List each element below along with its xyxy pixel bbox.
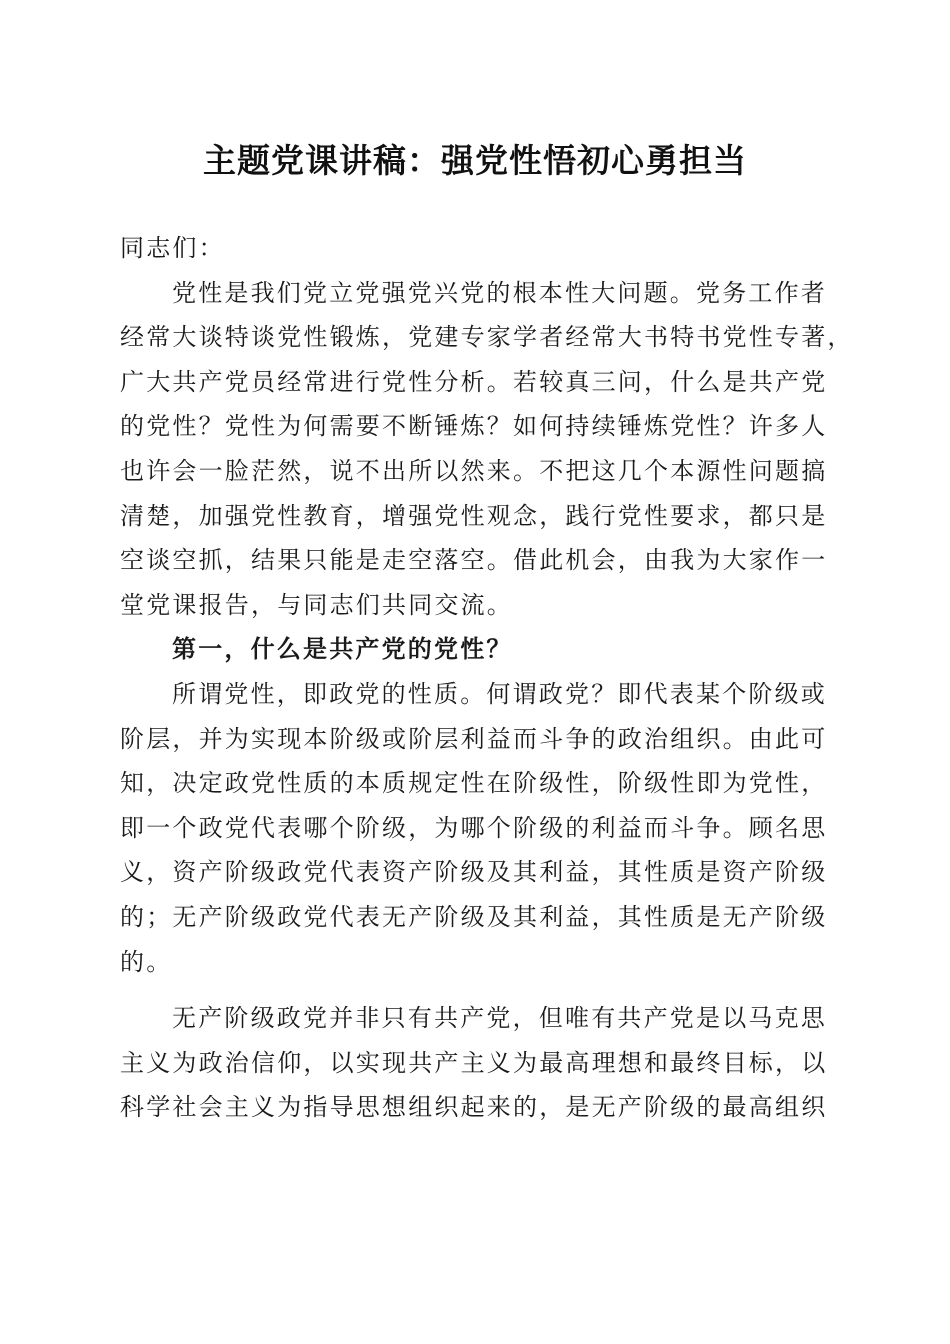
paragraph-line: 的。 <box>120 947 173 976</box>
paragraph-line: 的；无产阶级政党代表无产阶级及其利益，其性质是无产阶级 <box>120 902 828 931</box>
paragraph-line: 空谈空抓，结果只能是走空落空。借此机会，由我为大家作一 <box>120 546 828 575</box>
paragraph-line: 堂党课报告，与同志们共同交流。 <box>120 590 513 619</box>
paragraph-3 <box>120 996 828 1130</box>
document-body <box>120 226 854 1130</box>
paragraph-line: 的党性？党性为何需要不断锤炼？如何持续锤炼党性？许多人 <box>120 412 828 441</box>
paragraph-line: 无产阶级政党并非只有共产党，但唯有共产党是以马克思 <box>172 1004 827 1033</box>
paragraph-line: 所谓党性，即政党的性质。何谓政党？即代表某个阶级或 <box>172 679 827 708</box>
paragraph-line: 经常大谈特谈党性锻炼，党建专家学者经常大书特书党性专著， <box>120 323 854 352</box>
paragraph-line: 也许会一脸茫然，说不出所以然来。不把这几个本源性问题搞 <box>120 456 828 485</box>
greeting: 同志们： <box>120 234 225 262</box>
paragraph-line: 党性是我们党立党强党兴党的根本性大问题。党务工作者 <box>172 278 827 307</box>
paragraph-line: 清楚，加强党性教育，增强党性观念，践行党性要求，都只是 <box>120 501 828 530</box>
paragraph-line: 科学社会主义为指导思想组织起来的，是无产阶级的最高组织 <box>120 1093 828 1122</box>
paragraph-line: 广大共产党员经常进行党性分析。若较真三问，什么是共产党 <box>120 367 828 396</box>
paragraph-line: 知，决定政党性质的本质规定性在阶级性，阶级性即为党性， <box>120 769 828 798</box>
paragraph-line: 阶层，并为实现本阶级或阶层利益而斗争的政治组织。由此可 <box>120 724 828 753</box>
paragraph-line: 即一个政党代表哪个阶级，为哪个阶级的利益而斗争。顾名思 <box>120 813 828 842</box>
paragraph-line: 义，资产阶级政党代表资产阶级及其利益，其性质是资产阶级 <box>120 858 828 887</box>
paragraph-2 <box>120 672 828 984</box>
section-heading: 第一，什么是共产党的党性？ <box>172 634 513 664</box>
paragraph-line: 主义为政治信仰，以实现共产主义为最高理想和最终目标，以 <box>120 1048 828 1077</box>
document-title: 主题党课讲稿：强党性悟初心勇担当 <box>203 141 747 180</box>
paragraph-1 <box>120 271 854 628</box>
